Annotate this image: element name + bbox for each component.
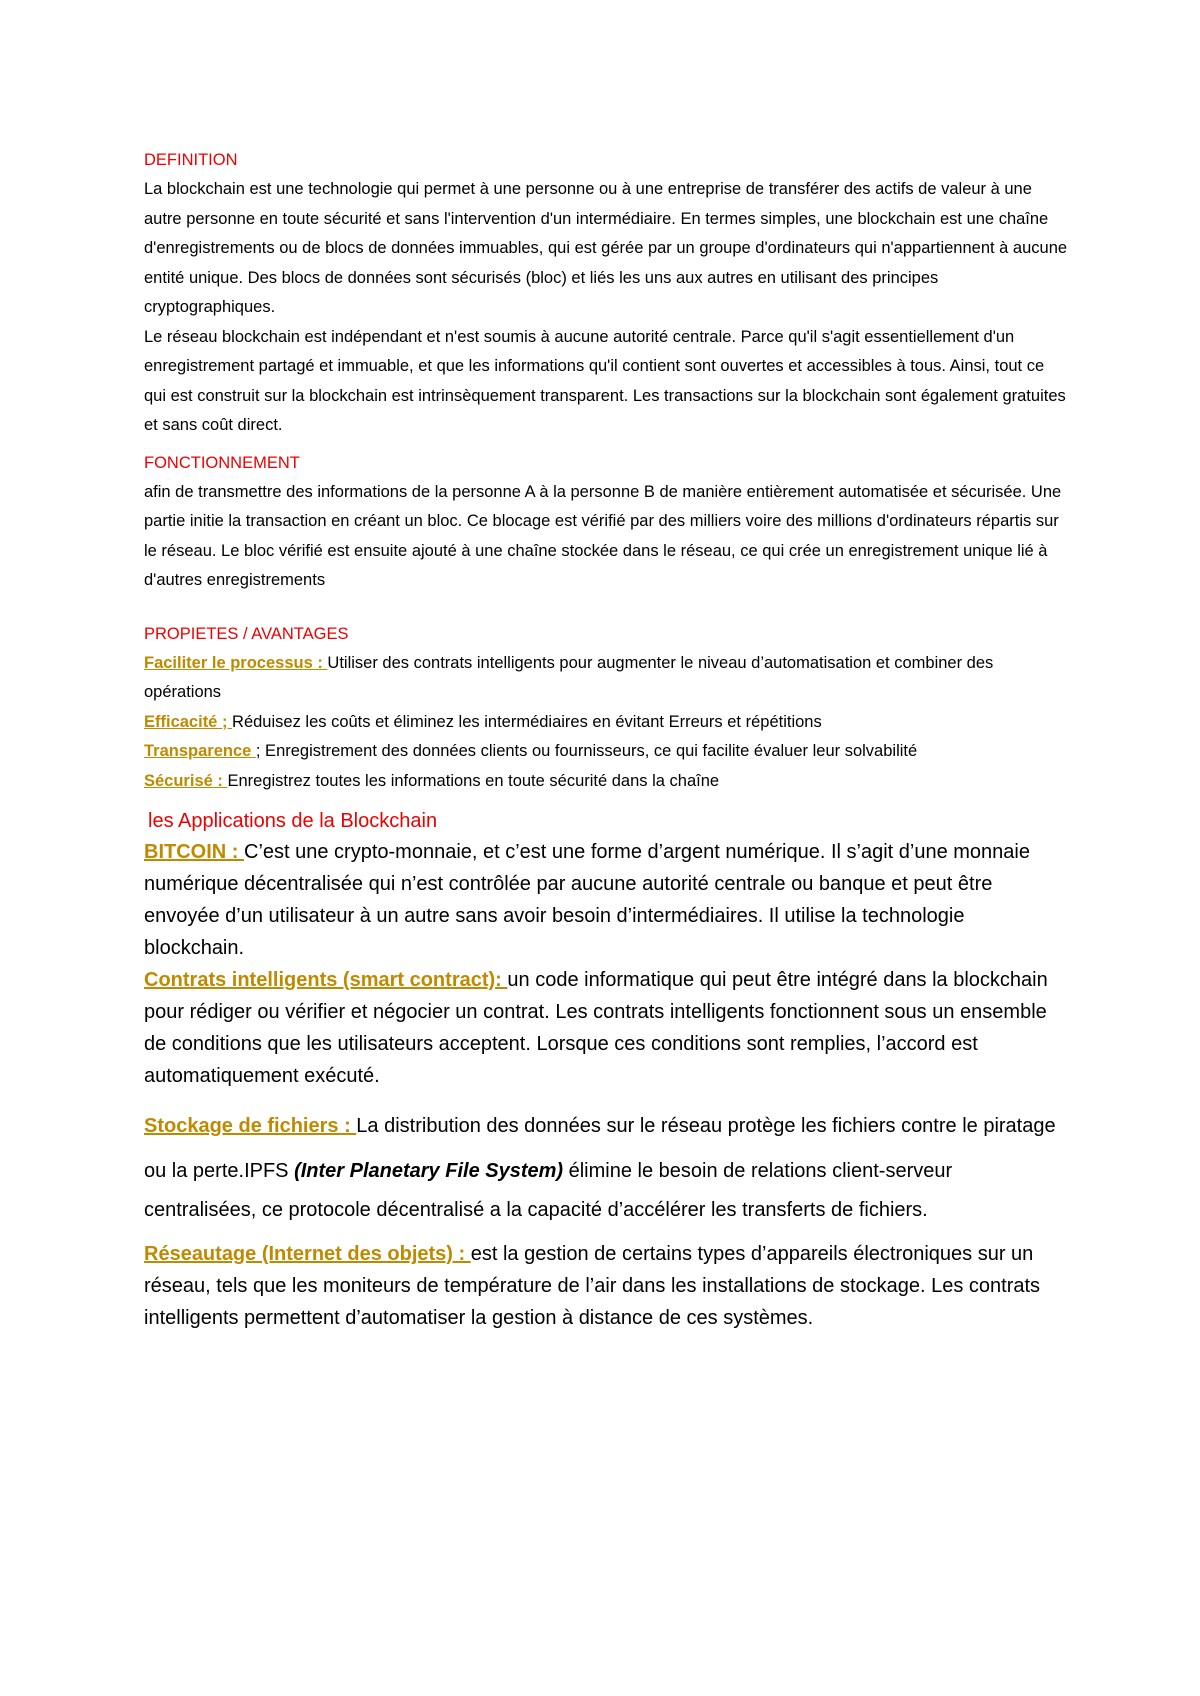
- propriete-label: Sécurisé :: [144, 771, 228, 790]
- stockage-label: Stockage de fichiers :: [144, 1115, 357, 1137]
- contrats-label: Contrats intelligents (smart contract):: [144, 969, 508, 991]
- propriete-item: [144, 649, 1068, 708]
- propriete-item: [144, 737, 1068, 767]
- fonctionnement-title: FONCTIONNEMENT: [144, 453, 300, 472]
- stockage-text-1: La distribution des données sur le réseau protège les fichiers contre le piratage ou la perte.IPFS: [144, 1115, 1056, 1182]
- propriete-item: [144, 708, 1068, 738]
- definition-paragraph-1: La blockchain est une technologie qui permet à une personne ou à une entreprise de transférer des actifs de valeur à une autre personne en toute sécurité et sans l'intervention d'un intermédiaire. En termes simples, une blockchain est une chaîne d'enregistrements ou de blocs de données immuables, qui est gérée par un groupe d'ordinateurs qui n'appartiennent à aucune entité unique. Des blocs de données sont sécurisés (bloc) et liés les uns aux autres en utilisant des principes cryptographiques.: [144, 180, 1068, 316]
- propriete-item: [144, 767, 1068, 797]
- reseautage-paragraph: [144, 1238, 1068, 1334]
- bitcoin-label: BITCOIN :: [144, 841, 244, 863]
- contrats-text: un code informatique qui peut être intégré dans la blockchain pour rédiger ou vérifier et négocier un contrat. Les contrats intelligents fonctionnent sous un ensemble de conditions que les utilisateurs acceptent. Lorsque ces conditions sont remplies, l’accord est automatiquement exécuté.: [144, 969, 1048, 1087]
- contrats-paragraph: [144, 964, 1068, 1092]
- propriete-label: Faciliter le processus :: [144, 653, 328, 672]
- fonctionnement-paragraph: afin de transmettre des informations de la personne A à la personne B de manière entièrement automatisée et sécurisée. Une partie initie la transaction en créant un bloc. Ce blocage est vérifié par des milliers voire des millions d'ordinateurs répartis sur le réseau. Le bloc vérifié est ensuite ajouté à une chaîne stockée dans le réseau, ce qui crée un enregistrement unique lié à d'autres enregistrements: [144, 482, 1062, 589]
- propriete-text: Enregistrez toutes les informations en toute sécurité dans la chaîne: [227, 771, 720, 790]
- definition-paragraph-2: Le réseau blockchain est indépendant et n'est soumis à aucune autorité centrale. Parce qu'il s'agit essentiellement d'un enregistrement partagé et immuable, et que les informations qu'il contient sont ouvertes et accessibles à tous. Ainsi, tout ce qui est construit sur la blockchain est intrinsèquement transparent. Les transactions sur la blockchain sont également gratuites et sans coût direct.: [144, 327, 1066, 434]
- definition-title: DEFINITION: [144, 151, 238, 169]
- propriete-text: ; Enregistrement des données clients ou fournisseurs, ce qui facilite évaluer leur solvabilité: [255, 742, 918, 760]
- bitcoin-text: C’est une crypto-monnaie, et c’est une forme d’argent numérique. Il s’agit d’une monnaie numérique décentralisée qui n’est contrôlée par aucune autorité centrale ou banque et peut être envoyée d’un utilisateur à un autre sans avoir besoin d’intermédiaires. Il utilise la technologie blockchain.: [144, 841, 1030, 959]
- propriete-text: Réduisez les coûts et éliminez les intermédiaires en évitant Erreurs et répétitions: [232, 712, 822, 731]
- stockage-paragraph: [144, 1104, 1068, 1226]
- stockage-text-2: élimine le besoin de relations client-serveur centralisées, ce protocole décentralisé a la capacité d’accélérer les transferts de fichiers.: [144, 1160, 953, 1221]
- proprietes-title: PROPIETES / AVANTAGES: [144, 624, 349, 643]
- document-page: [144, 146, 1068, 1334]
- applications-title: les Applications de la Blockchain: [148, 810, 438, 832]
- bitcoin-paragraph: [144, 836, 1068, 964]
- reseautage-text: est la gestion de certains types d’appareils électroniques sur un réseau, tels que les moniteurs de température de l’air dans les installations de stockage. Les contrats intelligents permettent d’automatiser la gestion à distance de ces systèmes.: [144, 1243, 1041, 1329]
- propriete-label: Efficacité ;: [144, 712, 233, 731]
- reseautage-label: Réseautage (Internet des objets) :: [144, 1243, 471, 1265]
- ipfs-fullname: (Inter Planetary File System): [294, 1160, 564, 1182]
- propriete-text: Utiliser des contrats intelligents pour augmenter le niveau d’automatisation et combiner des opérations: [144, 653, 994, 701]
- propriete-label: Transparence: [144, 742, 256, 760]
